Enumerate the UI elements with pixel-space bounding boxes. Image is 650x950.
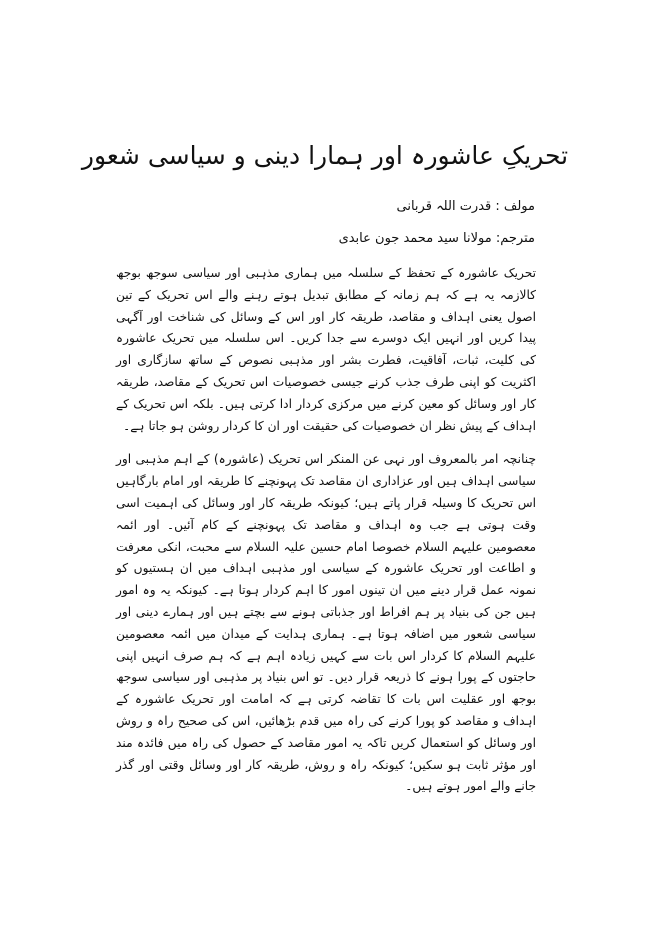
- author-line: مولف : قدرت اللہ قربانی: [396, 199, 535, 214]
- paragraph-1: تحریک عاشورہ کے تحفظ کے سلسلہ میں ہماری مذہبی اور سیاسی سوجھ بوجھ کالازمہ یہ ہے کہ ہم زمانہ کے مطابق تبدیل ہوتے رہنے والے اس تحریک کے تین اصول یعنی اہداف و مقاصد، طریقہ کار اور اس کے وسائل کی شناخت اور آگہی پیدا کریں اور انہیں ایک دوسرے سے جدا کریں۔ اس سلسلہ میں تحریک عاشورہ کی کلیت، ثبات، آفاقیت، فطرت بشر اور مذہبی نصوص کے ساتھ سازگاری اور اکثریت کو اپنی طرف جذب کرنے جیسی خصوصیات اس تحریک کے مقاصد، طریقہ کار اور وسائل کو معین کرنے میں مرکزی کردار ادا کرتی ہیں۔ بلکہ اس تحریک کے اہداف کے پیش نظر ان خصوصیات کی حقیقت اور ان کا کردار روشن ہو جاتا ہے۔: [116, 266, 536, 433]
- translator-line: مترجم: مولانا سید محمد جون عابدی: [338, 231, 535, 246]
- body-text: [116, 263, 536, 810]
- document-title: تحریکِ عاشورہ اور ہمارا دینی و سیاسی شعور: [81, 141, 569, 170]
- paragraph-2: چنانچہ امر بالمعروف اور نہی عن المنکر اس تحریک (عاشورہ) کے اہم مذہبی اور سیاسی اہداف ہیں اور عزاداری ان مقاصد تک پہونچنے کا طریقہ اور امام بارگاہیں اس تحریک کا وسیلہ قرار پاتے ہیں؛ کیونکہ طریقہ کار اور وسائل کی اہمیت اسی وقت ہوتی ہے جب وہ اہداف و مقاصد تک پہونچنے کے کام آئیں۔ اور ائمہ معصومین علیہم السلام خصوصا امام حسین علیہ السلام سے محبت، انکی معرفت و اطاعت اور تحریک عاشورہ کے سیاسی اور مذہبی اہداف میں ان ہستیوں کو نمونہ عمل قرار دینے میں ان تینوں امور کا اہم کردار ہوتا ہے۔ کیونکہ یہ وہ امور ہیں جن کی بنیاد پر ہم افراط اور جذباتی ہونے سے بچتے ہیں اور ہمارے دینی اور سیاسی شعور میں اضافہ ہوتا ہے۔ ہماری ہدایت کے میدان میں ائمہ معصومین علیہم السلام کا کردار اس بات سے کہیں زیادہ اہم ہے کہ ہم صرف انہیں اپنی حاجتوں کے پورا ہونے کا ذریعہ قرار دیں۔ تو اس بنیاد پر مذہبی اور سیاسی سوجھ بوجھ اور عقلیت اس بات کا تقاضہ کرتی ہے کہ امامت اور تحریک عاشورہ کے اہداف و مقاصد کو پورا کرنے کی راہ میں قدم بڑھائیں، اس کی صحیح راہ و روش اور وسائل کو استعمال کریں تاکہ یہ امور مقاصد کے حصول کی راہ میں فائدہ مند اور مؤثر ثابت ہو سکیں؛ کیونکہ راہ و روش، طریقہ کار اور وسائل وقتی اور گذر جانے والے امور ہوتے ہیں۔: [116, 452, 536, 794]
